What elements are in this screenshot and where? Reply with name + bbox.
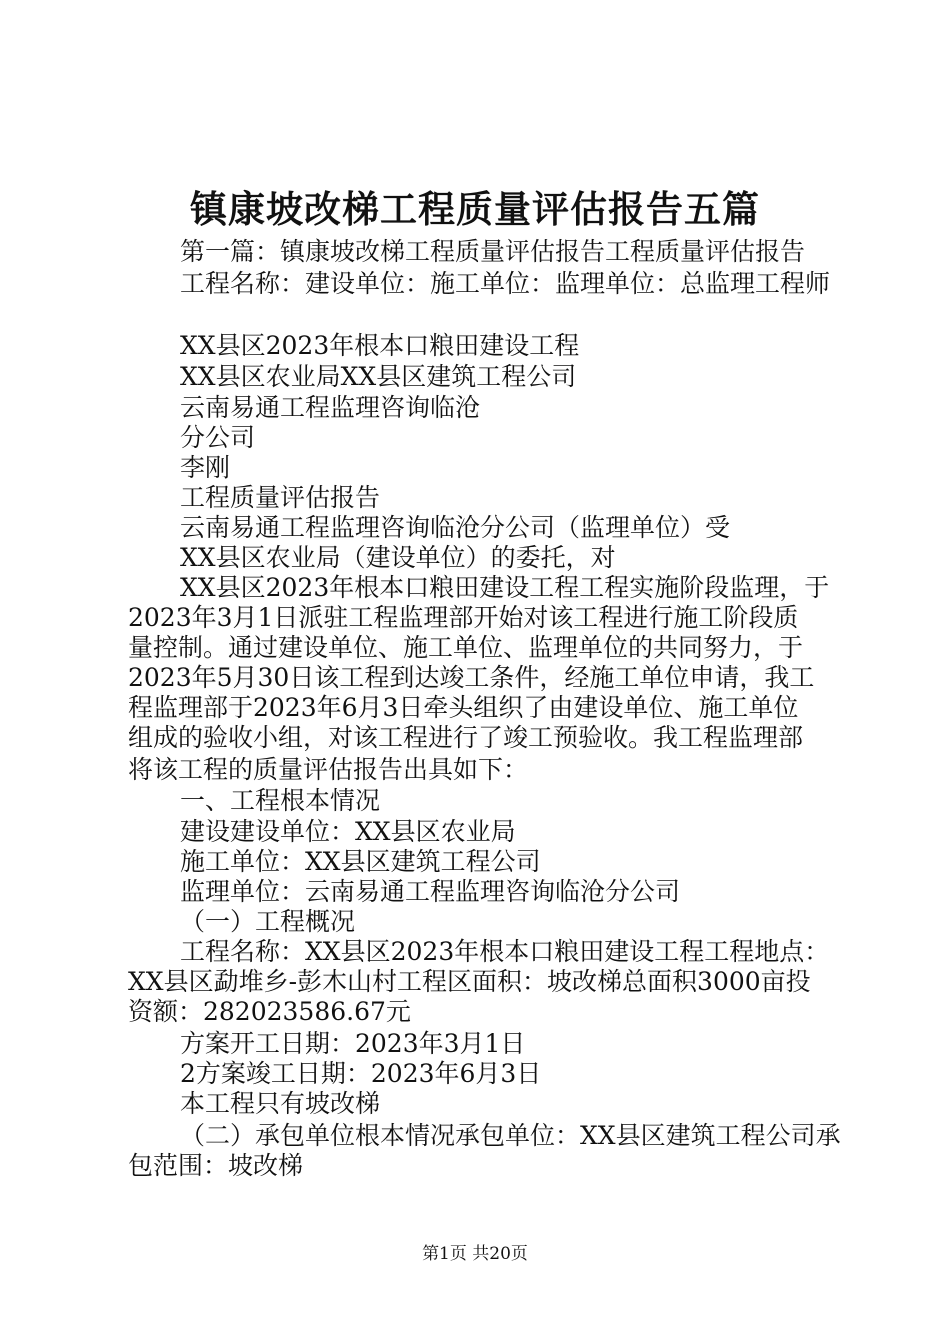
page-footer: 第1页 共20页 xyxy=(422,1244,528,1264)
body-line: XX县区农业局XX县区建筑工程公司 xyxy=(180,362,577,391)
body-line: 云南易通工程监理咨询临沧 xyxy=(180,393,481,422)
document-title: 镇康坡改梯工程质量评估报告五篇 xyxy=(190,187,760,231)
body-line: 资额：282023586.67元 xyxy=(128,997,411,1026)
section-heading: 一、工程根本情况 xyxy=(180,786,381,815)
body-line: 施工单位：XX县区建筑工程公司 xyxy=(180,847,541,876)
body-line: XX县区2023年根本口粮田建设工程 xyxy=(180,331,580,360)
body-line: 方案开工日期：2023年3月1日 xyxy=(180,1029,526,1058)
body-line: 组成的验收小组，对该工程进行了竣工预验收。我工程监理部 xyxy=(128,723,804,752)
body-line: 将该工程的质量评估报告出具如下： xyxy=(128,755,529,784)
sub-heading: （一）工程概况 xyxy=(180,907,356,936)
body-line: 2023年3月1日派驻工程监理部开始对该工程进行施工阶段质 xyxy=(128,603,799,632)
body-line: 第一篇：镇康坡改梯工程质量评估报告工程质量评估报告 xyxy=(180,237,806,266)
body-line: 本工程只有坡改梯 xyxy=(180,1089,381,1118)
body-line: 建设建设单位：XX县区农业局 xyxy=(180,817,516,846)
body-line: 监理单位：云南易通工程监理咨询临沧分公司 xyxy=(180,877,681,906)
body-line: 云南易通工程监理咨询临沧分公司（监理单位）受 xyxy=(180,513,731,542)
body-line: 工程名称：建设单位：施工单位：监理单位：总监理工程师 xyxy=(180,269,831,298)
body-line: 2方案竣工日期：2023年6月3日 xyxy=(180,1059,542,1088)
body-line: 李刚 xyxy=(180,453,231,482)
body-line: XX县区2023年根本口粮田建设工程工程实施阶段监理，于 xyxy=(180,573,830,602)
body-line: 工程名称：XX县区2023年根本口粮田建设工程工程地点： xyxy=(180,937,830,966)
body-line: 包范围：坡改梯 xyxy=(128,1151,304,1180)
body-line: 2023年5月30日该工程到达竣工条件，经施工单位申请，我工 xyxy=(128,663,815,692)
body-line: XX县区农业局（建设单位）的委托，对 xyxy=(180,543,616,572)
sub-heading: （二）承包单位根本情况承包单位：XX县区建筑工程公司承 xyxy=(180,1121,841,1150)
body-line: 工程质量评估报告 xyxy=(180,483,381,512)
body-line: XX县区勐堆乡-彭木山村工程区面积：坡改梯总面积3000亩投 xyxy=(128,967,811,996)
body-line: 程监理部于2023年6月3日牵头组织了由建设单位、施工单位 xyxy=(128,693,799,722)
body-line: 量控制。通过建设单位、施工单位、监理单位的共同努力，于 xyxy=(128,633,804,662)
body-line: 分公司 xyxy=(180,423,256,452)
